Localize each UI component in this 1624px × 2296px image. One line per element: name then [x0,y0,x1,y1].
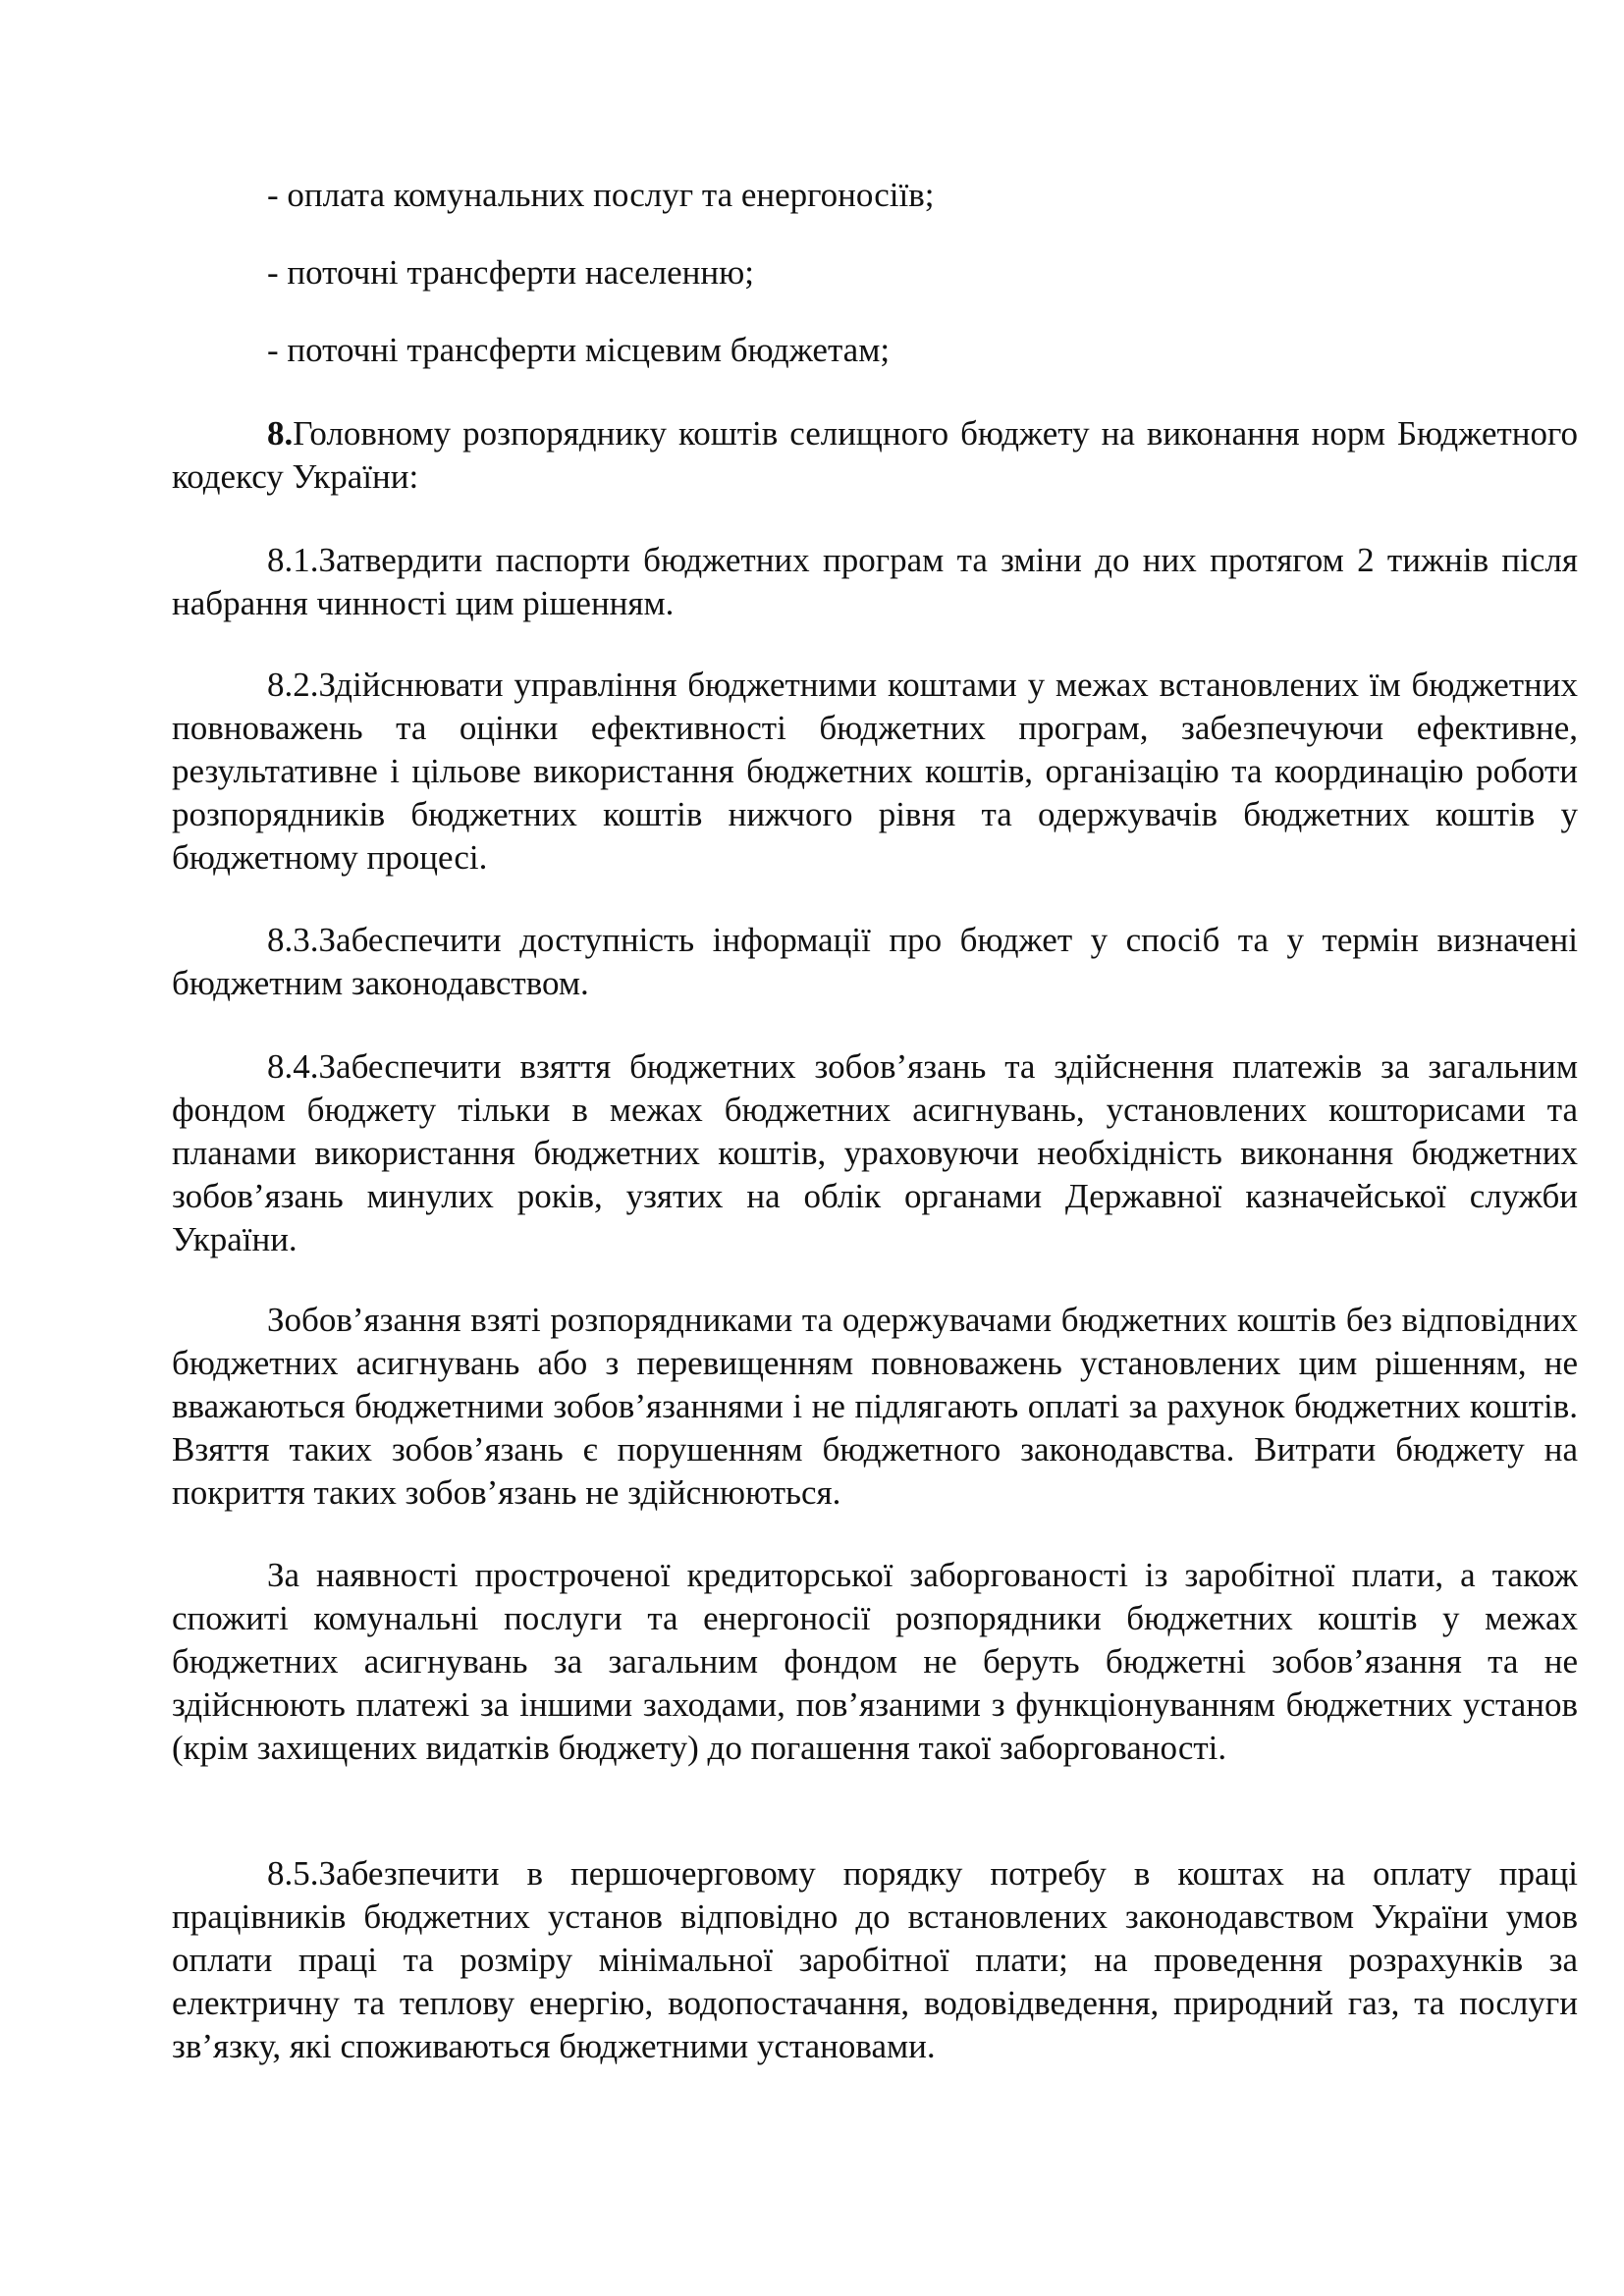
paragraph-8-1: 8.1.Затвердити паспорти бюджетних програм та зміни до них протягом 2 тижнів після набрання чинності цим рішенням. [172,541,1578,622]
paragraph-arrears: За наявності простроченої кредиторської заборгованості із заробітної плати, а також спожиті комунальні послуги та енергоносії розпорядники бюджетних коштів у межах бюджетних асигнувань за загальним фондом не беруть бюджетні зобов’язання та не здійснюють платежі за іншими заходами, пов’язаними з функціонуванням бюджетних установ (крім захищених видатків бюджету) до погашення такої заборгованості. [172,1556,1578,1767]
paragraph-8-4: 8.4.Забеспечити взяття бюджетних зобов’язань та здійснення платежів за загальним фондом бюджету тільки в межах бюджетних асигнувань, установлених кошторисами та планами використання бюджетних коштів, ураховуючи необхідність виконання бюджетних зобов’язань минулих років, узятих на облік органами Державної казначейської служби України. [172,1047,1578,1258]
section-8-heading-paragraph [172,412,1578,499]
bullet-transfers-local-budgets: - поточні трансферти місцевим бюджетам; [267,331,891,369]
section-8-number: 8. [267,414,294,453]
section-8-text: Головному розпоряднику коштів селищного бюджету на виконання норм Бюджетного кодексу України: [172,414,1578,496]
paragraph-8-5: 8.5.Забезпечити в першочерговому порядку потребу в коштах на оплату праці працівників бюджетних установ відповідно до встановлених законодавством України умов оплати праці та розміру мінімальної заробітної плати; на проведення розрахунків за електричну та теплову енергію, водопостачання, водовідведення, природний газ, та послуги зв’язку, які споживаються бюджетними установами. [172,1854,1578,2065]
bullet-utilities: - оплата комунальних послуг та енергоносіїв; [267,176,935,214]
paragraph-obligations: Зобов’язання взяті розпорядниками та одержувачами бюджетних коштів без відповідних бюджетних асигнувань або з перевищенням повноважень установлених цим рішенням, не вважаються бюджетними зобов’язаннями і не підлягають оплаті за рахунок бюджетних коштів. Взяття таких зобов’язань є порушенням бюджетного законодавства. Витрати бюджету на покриття таких зобов’язань не здійснюються. [172,1301,1578,1512]
bullet-transfers-population: - поточні трансферти населенню; [267,253,754,292]
paragraph-8-3: 8.3.Забеспечити доступність інформації про бюджет у спосіб та у термін визначені бюджетним законодавством. [172,921,1578,1002]
paragraph-8-2: 8.2.Здійснювати управління бюджетними коштами у межах встановлених їм бюджетних повноважень та оцінки ефективності бюджетних програм, забезпечуючи ефективне, результативне і цільове використання бюджетних коштів, організацію та координацію роботи розпорядників бюджетних коштів нижчого рівня та одержувачів бюджетних коштів у бюджетному процесі. [172,666,1578,877]
